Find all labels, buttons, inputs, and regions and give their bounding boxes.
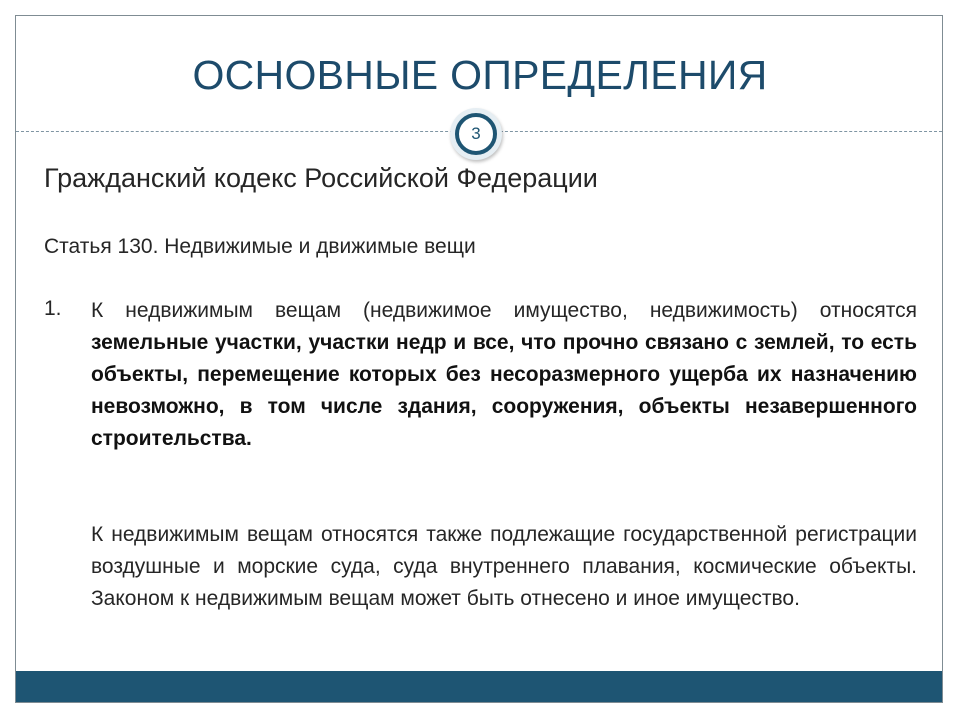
paragraph-bold-text: земельные участки, участки недр и все, что прочно связано с землей, то есть объекты, перемещение которых без несоразмерного ущерба их назначению невозможно, в том числе здания, сооружения, объекты незавершенного строительства.: [91, 331, 917, 450]
paragraph-definition: [91, 295, 917, 455]
article-heading: Статья 130. Недвижимые и движимые вещи: [44, 235, 476, 258]
paragraph-intro: К недвижимым вещам (недвижимое имущество, недвижимость) относятся: [91, 299, 917, 322]
footer-bar: [16, 671, 942, 702]
page-number: 3: [471, 124, 481, 143]
slide-title: ОСНОВНЫЕ ОПРЕДЕЛЕНИЯ: [192, 52, 768, 98]
list-item-number: 1.: [44, 297, 62, 320]
paragraph-additional: К недвижимым вещам относятся также подлежащие государственной регистрации воздушные и морские суда, суда внутреннего плавания, космические объекты. Законом к недвижимым вещам может быть отнесено и иное имущество.: [91, 523, 917, 610]
subtitle: Гражданский кодекс Российской Федерации: [44, 163, 598, 193]
page-number-badge: [450, 108, 502, 160]
